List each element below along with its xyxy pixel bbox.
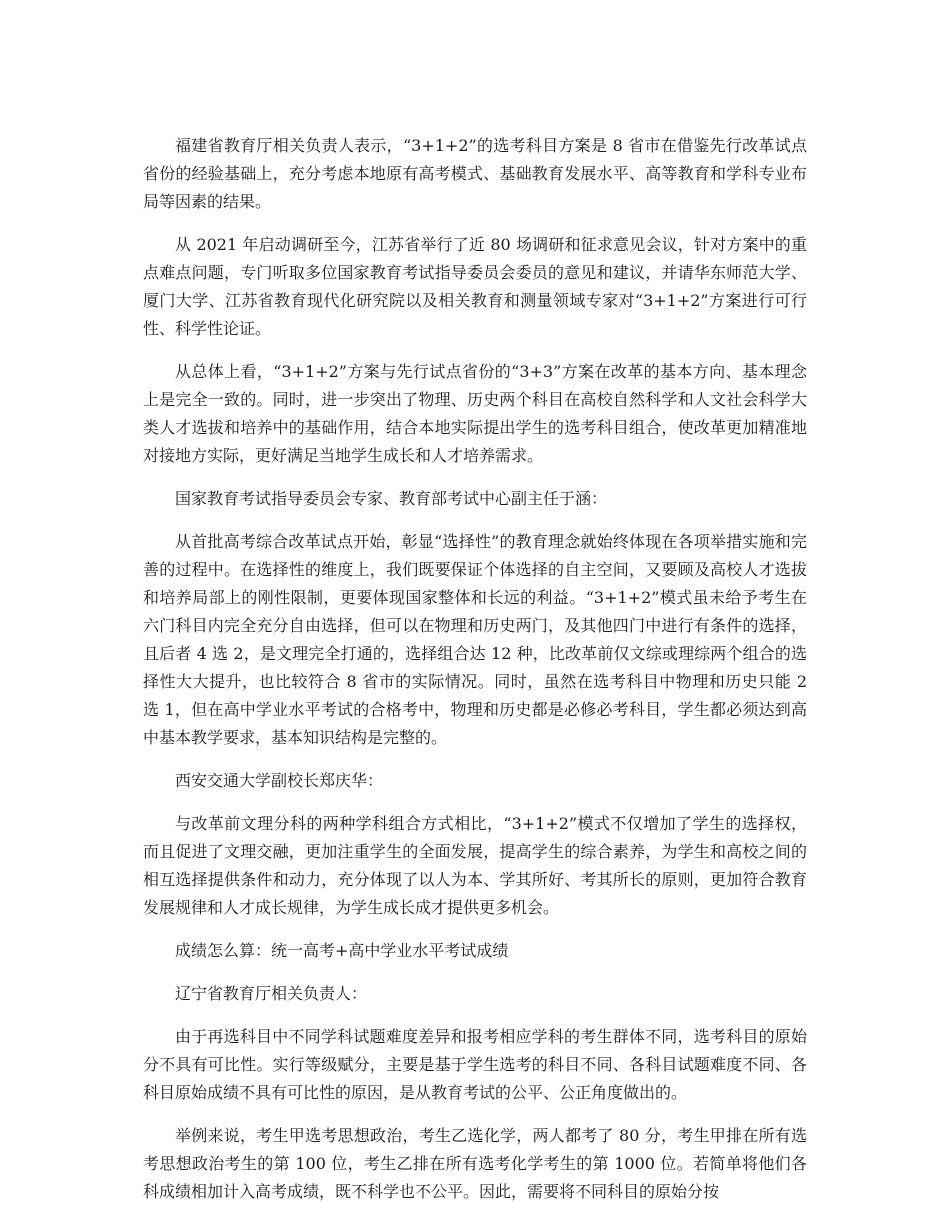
paragraph-speaker-yu-han: 国家教育考试指导委员会专家、教育部考试中心副主任于涵： (175, 489, 608, 508)
document-body (143, 132, 807, 1221)
paragraph-jiangsu-research: 从 2021 年启动调研至今，江苏省举行了近 80 场调研和征求意见会议，针对方案中的重点难点问题，专门听取多位国家教育考试指导委员会委员的意见和建议，并请华东师范大学、厦门大学、江苏省教育现代化研究院以及相关教育和测量领域专家对“3+1+2”方案进行可行性、科学性论证。 (143, 235, 807, 338)
section-heading-score-calculation: 成绩怎么算：统一高考+高中学业水平考试成绩 (175, 941, 509, 960)
paragraph-example: 举例来说，考生甲选考思想政治，考生乙选化学，两人都考了 80 分，考生甲排在所有选考思想政治考生的第 100 位，考生乙排在所有选考化学考生的第 1000 位。若简单将他们各科成绩相加计入高考成绩，既不科学也不公平。因此，需要将不同科目的原始分按 (143, 1126, 807, 1201)
paragraph-comparison: 与改革前文理分科的两种学科组合方式相比，“3+1+2”模式不仅增加了学生的选择权，而且促进了文理交融，更加注重学生的全面发展，提高学生的综合素养，为学生和高校之间的相互选择提供条件和动力，充分体现了以人为本、学其所好、考其所长的原则，更加符合教育发展规律和人才成长规律，为学生成长成才提供更多机会。 (143, 814, 807, 917)
paragraph-grade-scoring: 由于再选科目中不同学科试题难度差异和报考相应学科的考生群体不同，选考科目的原始分不具有可比性。实行等级赋分，主要是基于学生选考的科目不同、各科目试题难度不同、各科目原始成绩不具有可比性的原因，是从教育考试的公平、公正角度做出的。 (143, 1027, 807, 1102)
paragraph-selectivity: 从首批高考综合改革试点开始，彰显“选择性”的教育理念就始终体现在各项举措实施和完善的过程中。在选择性的维度上，我们既要保证个体选择的自主空间，又要顾及高校人才选拔和培养局部上的刚性限制，更要体现国家整体和长远的利益。“3+1+2”模式虽未给予考生在六门科目内完全充分自由选择，但可以在物理和历史两门，及其他四门中进行有条件的选择，且后者 4 选 2，是文理完全打通的，选择组合达 12 种，比改革前仅文综或理综两个组合的选择性大大提升，也比较符合 8 省市的实际情况。同时，虽然在选考科目中物理和历史只能 2 选 1，但在高中学业水平考试的合格考中，物理和历史都是必修必考科目，学生都必须达到高中基本教学要求，基本知识结构是完整的。 (143, 532, 807, 747)
paragraph-speaker-liaoning: 辽宁省教育厅相关负责人： (175, 984, 368, 1003)
paragraph-fujian-statement: 福建省教育厅相关负责人表示，“3+1+2”的选考科目方案是 8 省市在借鉴先行改革试点省份的经验基础上，充分考虑本地原有高考模式、基础教育发展水平、高等教育和学科专业布局等因素的结果。 (143, 136, 807, 211)
paragraph-speaker-zheng-qinghua: 西安交通大学副校长郑庆华： (175, 771, 384, 790)
paragraph-overall-view: 从总体上看，“3+1+2”方案与先行试点省份的“3+3”方案在改革的基本方向、基本理念上是完全一致的。同时，进一步突出了物理、历史两个科目在高校自然科学和人文社会科学大类人才选拔和培养中的基础作用，结合本地实际提出学生的选考科目组合，使改革更加精准地对接地方实际，更好满足当地学生成长和人才培养需求。 (143, 362, 807, 465)
